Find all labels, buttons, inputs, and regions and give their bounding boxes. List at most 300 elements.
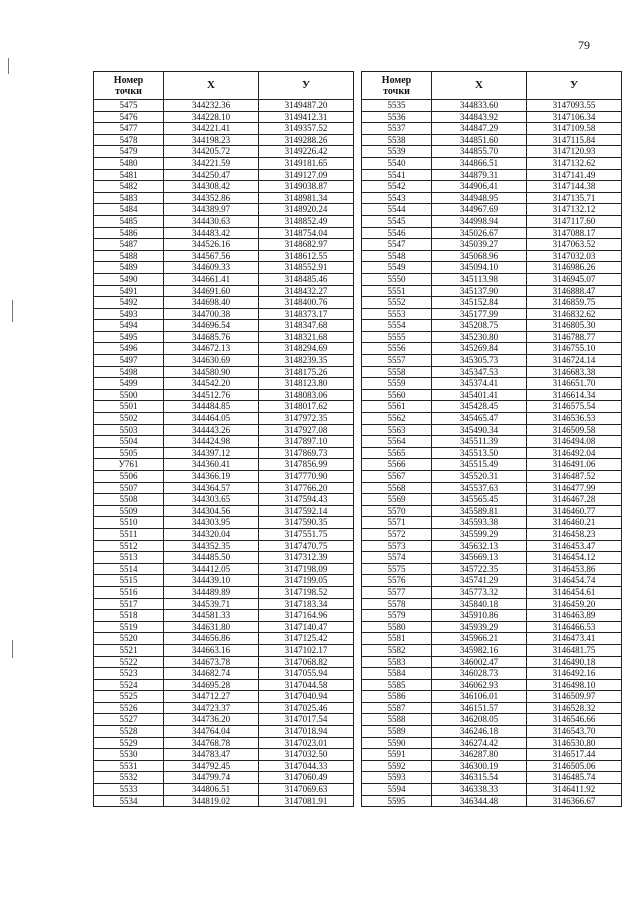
table-row — [94, 505, 354, 517]
point-number-cell: 5571 — [362, 517, 432, 529]
table-row — [94, 250, 354, 262]
x-coordinate-cell: 344542.20 — [164, 378, 259, 390]
point-number-cell: 5546 — [362, 227, 432, 239]
column-header-point: Номер точки — [94, 72, 164, 100]
point-number-cell: 5567 — [362, 471, 432, 483]
point-number-cell: 5507 — [94, 482, 164, 494]
x-coordinate-cell: 344723.37 — [164, 702, 259, 714]
table-row — [362, 784, 622, 796]
point-number-cell: 5510 — [94, 517, 164, 529]
point-number-cell: 5542 — [362, 181, 432, 193]
point-number-cell: 5579 — [362, 610, 432, 622]
point-number-cell: У761 — [94, 459, 164, 471]
x-coordinate-cell: 344631.80 — [164, 621, 259, 633]
point-number-cell: 5562 — [362, 413, 432, 425]
table-row — [94, 192, 354, 204]
table-row — [94, 610, 354, 622]
x-coordinate-cell: 344656.86 — [164, 633, 259, 645]
x-coordinate-cell: 344512.76 — [164, 389, 259, 401]
point-number-cell: 5480 — [94, 157, 164, 169]
y-coordinate-cell: 3148920.24 — [259, 204, 354, 216]
y-coordinate-cell: 3146517.44 — [527, 749, 622, 761]
point-number-cell: 5547 — [362, 239, 432, 251]
x-coordinate-cell: 344799.74 — [164, 772, 259, 784]
point-number-cell: 5525 — [94, 691, 164, 703]
x-coordinate-cell: 344205.72 — [164, 146, 259, 158]
table-header-row — [94, 72, 354, 100]
y-coordinate-cell: 3146575.54 — [527, 401, 622, 413]
point-number-cell: 5506 — [94, 471, 164, 483]
table-row — [362, 297, 622, 309]
x-coordinate-cell: 344663.16 — [164, 644, 259, 656]
table-row — [362, 262, 622, 274]
point-number-cell: 5532 — [94, 772, 164, 784]
y-coordinate-cell: 3146546.66 — [527, 714, 622, 726]
table-row — [362, 633, 622, 645]
table-row — [362, 494, 622, 506]
table-header-row — [362, 72, 622, 100]
point-number-cell: 5563 — [362, 424, 432, 436]
point-number-cell: 5534 — [94, 795, 164, 807]
table-row — [362, 320, 622, 332]
table-row — [94, 378, 354, 390]
y-coordinate-cell: 3149127.09 — [259, 169, 354, 181]
table-row — [362, 181, 622, 193]
table-row — [94, 215, 354, 227]
point-number-cell: 5582 — [362, 644, 432, 656]
point-number-cell: 5586 — [362, 691, 432, 703]
y-coordinate-cell: 3146832.62 — [527, 308, 622, 320]
table-row — [94, 760, 354, 772]
point-number-cell: 5503 — [94, 424, 164, 436]
table-row — [362, 760, 622, 772]
point-number-cell: 5494 — [94, 320, 164, 332]
x-coordinate-cell: 346151.57 — [432, 702, 527, 714]
x-coordinate-cell: 345094.10 — [432, 262, 527, 274]
x-coordinate-cell: 345589.81 — [432, 505, 527, 517]
y-coordinate-cell: 3148347.68 — [259, 320, 354, 332]
y-coordinate-cell: 3146498.10 — [527, 679, 622, 691]
table-row — [362, 239, 622, 251]
table-row — [94, 517, 354, 529]
table-row — [362, 505, 622, 517]
table-row — [362, 447, 622, 459]
table-row — [362, 389, 622, 401]
table-row — [94, 262, 354, 274]
y-coordinate-cell: 3148321.68 — [259, 331, 354, 343]
point-number-cell: 5511 — [94, 528, 164, 540]
y-coordinate-cell: 3146460.77 — [527, 505, 622, 517]
y-coordinate-cell: 3147132.12 — [527, 204, 622, 216]
y-coordinate-cell: 3147198.52 — [259, 586, 354, 598]
y-coordinate-cell: 3147063.52 — [527, 239, 622, 251]
x-coordinate-cell: 345515.49 — [432, 459, 527, 471]
point-number-cell: 5583 — [362, 656, 432, 668]
table-row — [94, 157, 354, 169]
point-number-cell: 5483 — [94, 192, 164, 204]
point-number-cell: 5584 — [362, 668, 432, 680]
x-coordinate-cell: 345632.13 — [432, 540, 527, 552]
point-number-cell: 5541 — [362, 169, 432, 181]
y-coordinate-cell: 3146724.14 — [527, 355, 622, 367]
y-coordinate-cell: 3146463.89 — [527, 610, 622, 622]
x-coordinate-cell: 344698.40 — [164, 297, 259, 309]
point-number-cell: 5549 — [362, 262, 432, 274]
point-number-cell: 5555 — [362, 331, 432, 343]
x-coordinate-cell: 344661.41 — [164, 273, 259, 285]
y-coordinate-cell: 3146453.86 — [527, 563, 622, 575]
point-number-cell: 5553 — [362, 308, 432, 320]
x-coordinate-cell: 344397.12 — [164, 447, 259, 459]
table-row — [362, 528, 622, 540]
point-number-cell: 5543 — [362, 192, 432, 204]
x-coordinate-cell: 344352.35 — [164, 540, 259, 552]
point-number-cell: 5574 — [362, 552, 432, 564]
point-number-cell: 5559 — [362, 378, 432, 390]
y-coordinate-cell: 3147927.08 — [259, 424, 354, 436]
point-number-cell: 5568 — [362, 482, 432, 494]
table-row — [94, 146, 354, 158]
x-coordinate-cell: 344700.38 — [164, 308, 259, 320]
y-coordinate-cell: 3147109.58 — [527, 123, 622, 135]
x-coordinate-cell: 346246.18 — [432, 726, 527, 738]
table-row — [362, 355, 622, 367]
y-coordinate-cell: 3146530.80 — [527, 737, 622, 749]
table-row — [362, 795, 622, 807]
y-coordinate-cell: 3147897.10 — [259, 436, 354, 448]
table-row — [94, 320, 354, 332]
point-number-cell: 5517 — [94, 598, 164, 610]
table-row — [362, 192, 622, 204]
table-row — [362, 563, 622, 575]
point-number-cell: 5569 — [362, 494, 432, 506]
point-number-cell: 5498 — [94, 366, 164, 378]
x-coordinate-cell: 344672.13 — [164, 343, 259, 355]
y-coordinate-cell: 3147088.17 — [527, 227, 622, 239]
y-coordinate-cell: 3148682.97 — [259, 239, 354, 251]
table-row — [94, 621, 354, 633]
x-coordinate-cell: 344806.51 — [164, 784, 259, 796]
x-coordinate-cell: 345401.41 — [432, 389, 527, 401]
y-coordinate-cell: 3149038.87 — [259, 181, 354, 193]
point-number-cell: 5564 — [362, 436, 432, 448]
y-coordinate-cell: 3146755.10 — [527, 343, 622, 355]
table-row — [362, 749, 622, 761]
x-coordinate-cell: 344998.94 — [432, 215, 527, 227]
y-coordinate-cell: 3147023.01 — [259, 737, 354, 749]
table-row — [362, 540, 622, 552]
table-row — [362, 679, 622, 691]
point-number-cell: 5531 — [94, 760, 164, 772]
x-coordinate-cell: 345593.38 — [432, 517, 527, 529]
table-row — [94, 494, 354, 506]
table-row — [362, 424, 622, 436]
y-coordinate-cell: 3147592.14 — [259, 505, 354, 517]
y-coordinate-cell: 3146454.61 — [527, 586, 622, 598]
x-coordinate-cell: 344430.63 — [164, 215, 259, 227]
x-coordinate-cell: 345513.50 — [432, 447, 527, 459]
y-coordinate-cell: 3147102.17 — [259, 644, 354, 656]
y-coordinate-cell: 3147141.49 — [527, 169, 622, 181]
table-row — [362, 702, 622, 714]
x-coordinate-cell: 344539.71 — [164, 598, 259, 610]
point-number-cell: 5557 — [362, 355, 432, 367]
table-row — [362, 436, 622, 448]
y-coordinate-cell: 3146481.75 — [527, 644, 622, 656]
x-coordinate-cell: 344304.56 — [164, 505, 259, 517]
table-row — [94, 575, 354, 587]
y-coordinate-cell: 3147869.73 — [259, 447, 354, 459]
x-coordinate-cell: 344352.86 — [164, 192, 259, 204]
point-number-cell: 5581 — [362, 633, 432, 645]
table-row — [94, 447, 354, 459]
point-number-cell: 5496 — [94, 343, 164, 355]
y-coordinate-cell: 3149288.26 — [259, 134, 354, 146]
x-coordinate-cell: 345137.90 — [432, 285, 527, 297]
table-row — [94, 598, 354, 610]
y-coordinate-cell: 3146859.75 — [527, 297, 622, 309]
x-coordinate-cell: 345305.73 — [432, 355, 527, 367]
x-coordinate-cell: 345910.86 — [432, 610, 527, 622]
point-number-cell: 5594 — [362, 784, 432, 796]
x-coordinate-cell: 345152.84 — [432, 297, 527, 309]
point-number-cell: 5530 — [94, 749, 164, 761]
table-row — [94, 737, 354, 749]
point-number-cell: 5537 — [362, 123, 432, 135]
table-row — [362, 517, 622, 529]
table-row — [362, 227, 622, 239]
x-coordinate-cell: 344847.29 — [432, 123, 527, 135]
point-number-cell: 5521 — [94, 644, 164, 656]
y-coordinate-cell: 3147135.71 — [527, 192, 622, 204]
point-number-cell: 5500 — [94, 389, 164, 401]
x-coordinate-cell: 344464.05 — [164, 413, 259, 425]
x-coordinate-cell: 344250.47 — [164, 169, 259, 181]
x-coordinate-cell: 344303.95 — [164, 517, 259, 529]
x-coordinate-cell: 345026.67 — [432, 227, 527, 239]
table-row — [362, 610, 622, 622]
column-header-y: У — [259, 72, 354, 100]
y-coordinate-cell: 3147164.96 — [259, 610, 354, 622]
x-coordinate-cell: 345208.75 — [432, 320, 527, 332]
table-row — [94, 134, 354, 146]
point-number-cell: 5535 — [362, 100, 432, 112]
y-coordinate-cell: 3148400.76 — [259, 297, 354, 309]
point-number-cell: 5499 — [94, 378, 164, 390]
x-coordinate-cell: 344691.60 — [164, 285, 259, 297]
y-coordinate-cell: 3147551.75 — [259, 528, 354, 540]
column-header-x: X — [432, 72, 527, 100]
y-coordinate-cell: 3147770.90 — [259, 471, 354, 483]
y-coordinate-cell: 3146509.58 — [527, 424, 622, 436]
point-number-cell: 5505 — [94, 447, 164, 459]
point-number-cell: 5556 — [362, 343, 432, 355]
x-coordinate-cell: 344424.98 — [164, 436, 259, 448]
y-coordinate-cell: 3149487.20 — [259, 100, 354, 112]
x-coordinate-cell: 344389.97 — [164, 204, 259, 216]
y-coordinate-cell: 3147017.54 — [259, 714, 354, 726]
table-row — [94, 644, 354, 656]
point-number-cell: 5524 — [94, 679, 164, 691]
point-number-cell: 5487 — [94, 239, 164, 251]
point-number-cell: 5593 — [362, 772, 432, 784]
point-number-cell: 5585 — [362, 679, 432, 691]
point-number-cell: 5552 — [362, 297, 432, 309]
y-coordinate-cell: 3149181.65 — [259, 157, 354, 169]
y-coordinate-cell: 3148123.80 — [259, 378, 354, 390]
x-coordinate-cell: 346287.80 — [432, 749, 527, 761]
table-row — [94, 436, 354, 448]
y-coordinate-cell: 3147081.91 — [259, 795, 354, 807]
point-number-cell: 5589 — [362, 726, 432, 738]
y-coordinate-cell: 3146492.16 — [527, 668, 622, 680]
y-coordinate-cell: 3148981.34 — [259, 192, 354, 204]
y-coordinate-cell: 3148083.06 — [259, 389, 354, 401]
point-number-cell: 5509 — [94, 505, 164, 517]
table-row — [362, 123, 622, 135]
x-coordinate-cell: 344320.04 — [164, 528, 259, 540]
table-row — [362, 250, 622, 262]
point-number-cell: 5501 — [94, 401, 164, 413]
table-row — [94, 563, 354, 575]
y-coordinate-cell: 3147470.75 — [259, 540, 354, 552]
point-number-cell: 5573 — [362, 540, 432, 552]
x-coordinate-cell: 344906.41 — [432, 181, 527, 193]
x-coordinate-cell: 344439.10 — [164, 575, 259, 587]
point-number-cell: 5516 — [94, 586, 164, 598]
column-header-point: Номер точки — [362, 72, 432, 100]
y-coordinate-cell: 3146888.47 — [527, 285, 622, 297]
x-coordinate-cell: 344712.27 — [164, 691, 259, 703]
table-row — [362, 169, 622, 181]
x-coordinate-cell: 344412.05 — [164, 563, 259, 575]
point-number-cell: 5588 — [362, 714, 432, 726]
table-row — [362, 772, 622, 784]
x-coordinate-cell: 345113.98 — [432, 273, 527, 285]
point-number-cell: 5566 — [362, 459, 432, 471]
table-row — [94, 633, 354, 645]
y-coordinate-cell: 3146614.34 — [527, 389, 622, 401]
y-coordinate-cell: 3149357.52 — [259, 123, 354, 135]
x-coordinate-cell: 345465.47 — [432, 413, 527, 425]
table-row — [94, 181, 354, 193]
y-coordinate-cell: 3147144.38 — [527, 181, 622, 193]
x-coordinate-cell: 345347.53 — [432, 366, 527, 378]
table-row — [94, 285, 354, 297]
x-coordinate-cell: 344843.92 — [432, 111, 527, 123]
y-coordinate-cell: 3148485.46 — [259, 273, 354, 285]
y-coordinate-cell: 3147198.09 — [259, 563, 354, 575]
x-coordinate-cell: 344768.78 — [164, 737, 259, 749]
table-row — [94, 772, 354, 784]
table-row — [362, 343, 622, 355]
x-coordinate-cell: 344221.59 — [164, 157, 259, 169]
table-row — [94, 111, 354, 123]
point-number-cell: 5485 — [94, 215, 164, 227]
point-number-cell: 5481 — [94, 169, 164, 181]
x-coordinate-cell: 344685.76 — [164, 331, 259, 343]
x-coordinate-cell: 344443.26 — [164, 424, 259, 436]
point-number-cell: 5554 — [362, 320, 432, 332]
table-row — [94, 169, 354, 181]
x-coordinate-cell: 344221.41 — [164, 123, 259, 135]
table-row — [362, 401, 622, 413]
point-number-cell: 5536 — [362, 111, 432, 123]
table-row — [94, 691, 354, 703]
y-coordinate-cell: 3147032.50 — [259, 749, 354, 761]
y-coordinate-cell: 3147106.34 — [527, 111, 622, 123]
x-coordinate-cell: 346106.01 — [432, 691, 527, 703]
table-row — [362, 308, 622, 320]
y-coordinate-cell: 3147140.47 — [259, 621, 354, 633]
x-coordinate-cell: 344695.28 — [164, 679, 259, 691]
point-number-cell: 5484 — [94, 204, 164, 216]
table-row — [362, 100, 622, 112]
y-coordinate-cell: 3146366.67 — [527, 795, 622, 807]
x-coordinate-cell: 344673.78 — [164, 656, 259, 668]
x-coordinate-cell: 344736.20 — [164, 714, 259, 726]
point-number-cell: 5475 — [94, 100, 164, 112]
point-number-cell: 5572 — [362, 528, 432, 540]
table-row — [94, 100, 354, 112]
y-coordinate-cell: 3146492.04 — [527, 447, 622, 459]
point-number-cell: 5491 — [94, 285, 164, 297]
x-coordinate-cell: 345966.21 — [432, 633, 527, 645]
table-row — [94, 401, 354, 413]
x-coordinate-cell: 344851.60 — [432, 134, 527, 146]
y-coordinate-cell: 3146459.20 — [527, 598, 622, 610]
point-number-cell: 5548 — [362, 250, 432, 262]
point-number-cell: 5515 — [94, 575, 164, 587]
y-coordinate-cell: 3147312.39 — [259, 552, 354, 564]
table-row — [94, 413, 354, 425]
table-row — [94, 123, 354, 135]
table-row — [94, 795, 354, 807]
y-coordinate-cell: 3146460.21 — [527, 517, 622, 529]
y-coordinate-cell: 3147018.94 — [259, 726, 354, 738]
x-coordinate-cell: 346338.33 — [432, 784, 527, 796]
point-number-cell: 5550 — [362, 273, 432, 285]
table-row — [94, 308, 354, 320]
x-coordinate-cell: 344303.65 — [164, 494, 259, 506]
y-coordinate-cell: 3146411.92 — [527, 784, 622, 796]
point-number-cell: 5533 — [94, 784, 164, 796]
x-coordinate-cell: 345230.80 — [432, 331, 527, 343]
y-coordinate-cell: 3147055.94 — [259, 668, 354, 680]
point-number-cell: 5520 — [94, 633, 164, 645]
x-coordinate-cell: 345177.99 — [432, 308, 527, 320]
x-coordinate-cell: 344485.50 — [164, 552, 259, 564]
y-coordinate-cell: 3147120.93 — [527, 146, 622, 158]
table-row — [362, 459, 622, 471]
y-coordinate-cell: 3146487.52 — [527, 471, 622, 483]
point-number-cell: 5518 — [94, 610, 164, 622]
point-number-cell: 5508 — [94, 494, 164, 506]
point-number-cell: 5528 — [94, 726, 164, 738]
table-row — [94, 366, 354, 378]
y-coordinate-cell: 3146528.32 — [527, 702, 622, 714]
table-row — [362, 621, 622, 633]
point-number-cell: 5580 — [362, 621, 432, 633]
point-number-cell: 5587 — [362, 702, 432, 714]
y-coordinate-cell: 3146466.53 — [527, 621, 622, 633]
table-row — [94, 297, 354, 309]
table-row — [94, 424, 354, 436]
y-coordinate-cell: 3146454.12 — [527, 552, 622, 564]
x-coordinate-cell: 344308.42 — [164, 181, 259, 193]
y-coordinate-cell: 3148294.69 — [259, 343, 354, 355]
y-coordinate-cell: 3147032.03 — [527, 250, 622, 262]
